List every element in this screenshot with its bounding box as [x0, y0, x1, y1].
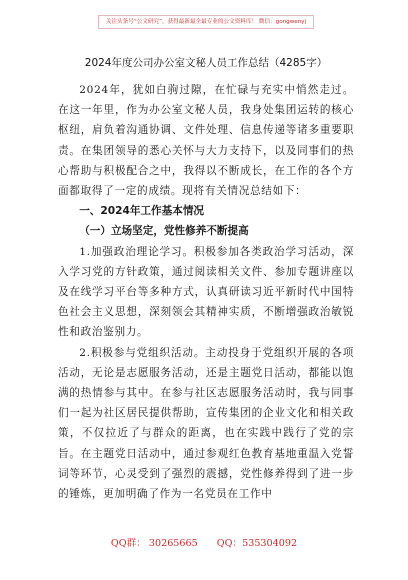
- intro-paragraph: 2024年，犹如白驹过隙，在忙碌与充实中悄然走过。在这一年里，作为办公室文秘人员，我身处集团运转的核心枢纽，肩负着沟通协调、文件处理、信息传递等诸多重要职责。在集团领导的悉心关怀与大力支持下，以及同事们的热心帮助与积极配合之中，我得以不断成长，在工作的各个方面都取得了一定的成绩。现将有关情况总结如下：: [58, 84, 354, 198]
- section-heading: 一、2024年工作基本情况: [79, 205, 205, 218]
- item-paragraph-2: 2.积极参与党组织活动。主动投身于党组织开展的各项活动，无论是志愿服务活动，还是主题党日活动，都能以饱满的热情参与其中。在参与社区志愿服务活动时，我与同事们一起为社区居民提供帮助，宣传集团的企业文化和相关政策，不仅拉近了与群众的距离，也在实践中践行了党的宗旨。在主题党日活动中，通过参观红色教育基地重温入党誓词等环节，心灵受到了强烈的震撼，党性修养得到了进一步的锤炼，更加明确了作为一名党员在工作中: [58, 346, 354, 501]
- document-title: 2024年度公司办公室文秘人员工作总结（4285字）: [84, 57, 328, 69]
- subsection-heading: （一）立场坚定，党性修养不断提高: [79, 225, 249, 238]
- item-paragraph-1: 1.加强政治理论学习。积极参加各类政治学习活动，深入学习党的方针政策，通过阅读相关文件、参加专题讲座以及在线学习平台等多种方式，认真研读习近平新时代中国特色社会主义思想，深刻领会其精神实质，不断增强政治敏锐性和政治鉴别力。: [58, 245, 354, 339]
- qq-contact-label: QQ：535304092: [216, 538, 298, 549]
- qq-group-label: QQ群： 30265665: [110, 538, 198, 549]
- footer-contact: [0, 535, 408, 549]
- document-body: [58, 55, 354, 504]
- promo-banner: 关注头条号“公文研究”，获得最新最全最专业的公文资料库！ 微信：gongwenyj: [98, 15, 314, 29]
